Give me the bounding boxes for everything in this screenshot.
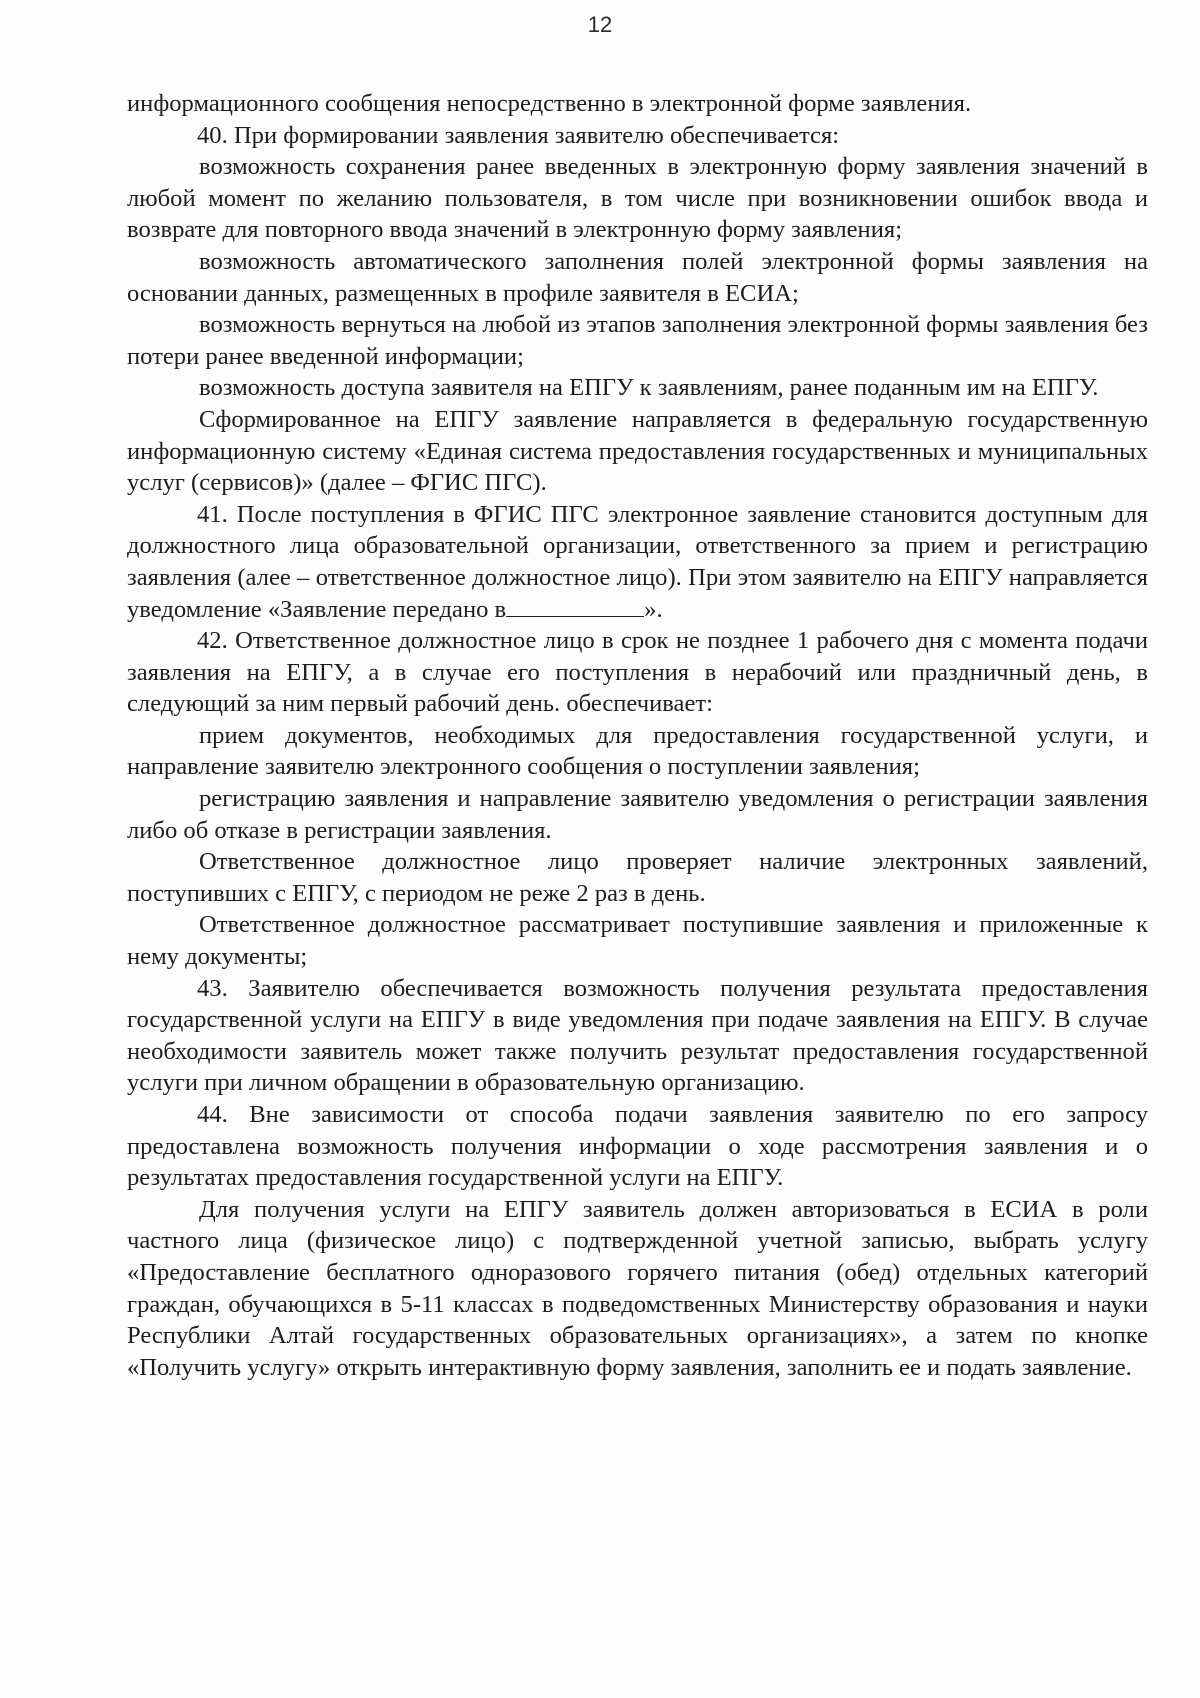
paragraph-41-text: 41. После поступления в ФГИС ПГС электронное заявление становится доступным для должностного лица образовательной организации, ответственного за прием и регистрацию заявления (алее – ответственное должностное лицо). При этом заявителю на ЕПГУ направляется уведомление «Заявление передано в <box>127 500 1148 623</box>
document-body <box>127 88 1148 1383</box>
paragraph-40: 40. При формировании заявления заявителю обеспечивается: <box>197 121 840 149</box>
paragraph-fgis-pgs: Сформированное на ЕПГУ заявление направляется в федеральную государственную информационную систему «Единая система предоставления государственных и муниципальных услуг (сервисов)» (далее – ФГИС ПГС). <box>127 405 1148 497</box>
paragraph-access-applications: возможность доступа заявителя на ЕПГУ к заявлениям, ранее поданным им на ЕПГУ. <box>199 374 1099 402</box>
paragraph-41-closing: ». <box>644 595 663 623</box>
paragraph-return-step: возможность вернуться на любой из этапов заполнения электронной формы заявления без потери ранее введенной информации; <box>127 311 1148 370</box>
paragraph-review-applications: Ответственное должностное рассматривает поступившие заявления и приложенные к нему документы; <box>127 911 1148 971</box>
paragraph-42: 42. Ответственное должностное лицо в срок не позднее 1 рабочего дня с момента подачи заявления на ЕПГУ, а в случае его поступления в нерабочий или праздничный день, в следующий за ним первый рабочий день. обеспечивает: <box>127 627 1148 718</box>
paragraph-continuation: информационного сообщения непосредственно в электронной форме заявления. <box>127 90 972 117</box>
paragraph-check-applications: Ответственное должностное лицо проверяет наличие электронных заявлений, поступивших с ЕПГУ, с периодом не реже 2 раз в день. <box>127 848 1148 907</box>
page-number: 12 <box>587 12 613 37</box>
paragraph-44: 44. Вне зависимости от способа подачи заявления заявителю по его запросу предоставлена возможность получения информации о ходе рассмотрения заявления и о результатах предоставления государственной услуги на ЕПГУ. <box>127 1101 1148 1192</box>
paragraph-accept-documents: прием документов, необходимых для предоставления государственной услуги, и направление заявителю электронного сообщения о поступлении заявления; <box>127 721 1148 781</box>
paragraph-41 <box>127 499 1148 625</box>
paragraph-43: 43. Заявителю обеспечивается возможность получения результата предоставления государственной услуги на ЕПГУ в виде уведомления при подаче заявления на ЕПГУ. В случае необходимости заявитель может также получить результат предоставления государственной услуги при личном обращении в образовательную организацию. <box>127 974 1148 1097</box>
blank-line <box>506 596 644 617</box>
paragraph-autofill: возможность автоматического заполнения полей электронной формы заявления на основании данных, размещенных в профиле заявителя в ЕСИА; <box>127 247 1148 307</box>
paragraph-registration: регистрацию заявления и направление заявителю уведомления о регистрации заявления либо об отказе в регистрации заявления. <box>127 785 1148 844</box>
paragraph-save-values: возможность сохранения ранее введенных в электронную форму заявления значений в любой момент по желанию пользователя, в том числе при возникновении ошибок ввода и возврате для повторного ввода значений в электронную форму заявления; <box>127 153 1148 244</box>
paragraph-get-service: Для получения услуги на ЕПГУ заявитель должен авторизоваться в ЕСИА в роли частного лица (физическое лицо) с подтвержденной учетной записью, выбрать услугу «Предоставление бесплатного одноразового горячего питания (обед) отдельных категорий граждан, обучающихся в 5-11 классах в подведомственных Министерству образования и науки Республики Алтай государственных образовательных организациях», а затем по кнопке «Получить услугу» открыть интерактивную форму заявления, заполнить ее и подать заявление. <box>127 1195 1148 1381</box>
